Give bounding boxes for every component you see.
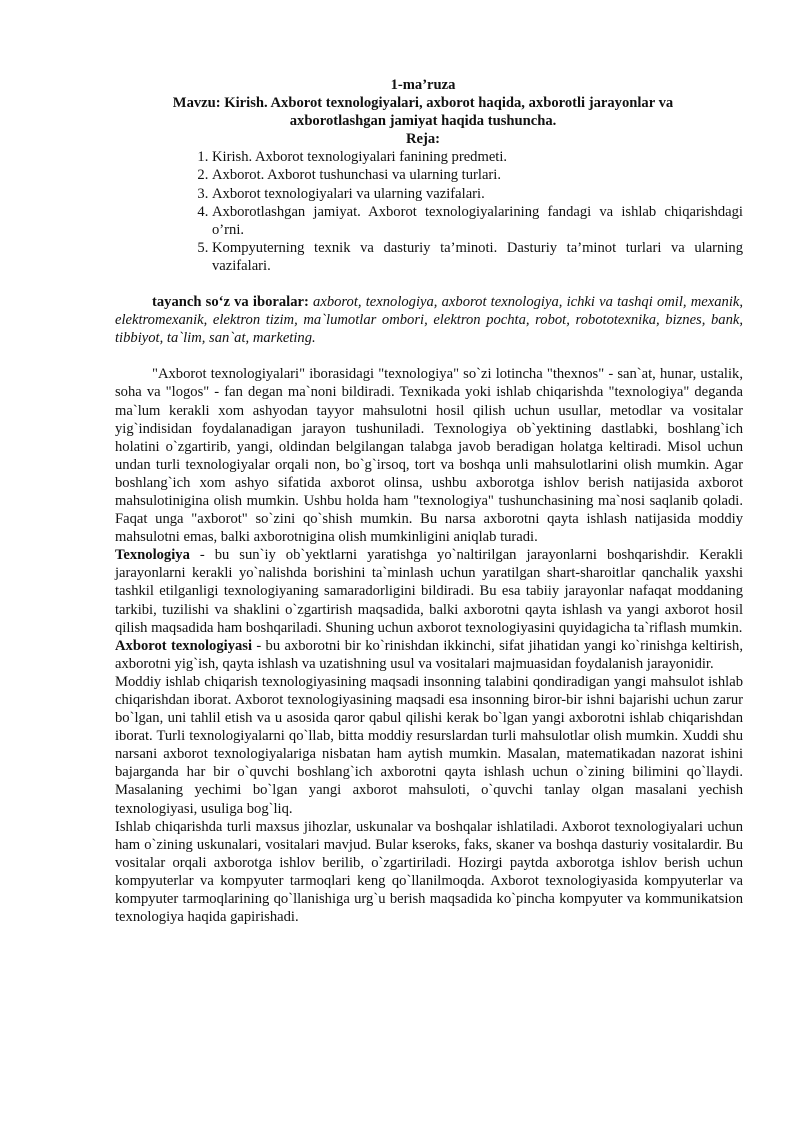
plan-item: 2. Axborot. Axborot tushunchasi va ularning turlari. bbox=[212, 166, 743, 184]
paragraph-tools: Ishlab chiqarishda turli maxsus jihozlar, uskunalar va boshqalar ishlatiladi. Axborot texnologiyalari uchun ham o`zining uskunalari, vositalari mavjud. Bular kseroks, faks, skaner va boshqa dasturiy vositalardir. Bu vositalar orqali axborotga ishlov berilib, o`zgartiriladi. Hozirgi paytda axborotga ishlov berish uchun kompyuterlar va kompyuter tarmoqlari keng qo`llanilmoqda. Axborot texnologiyasida kompyuterlar va kompyuter tarmoqlarining qo`llanishiga urg`u berish maqsadida ko`pincha kompyuter va kommunikatsion texnologiya haqida gapirishadi. bbox=[115, 818, 743, 926]
keywords-label: tayanch so‘z va iboralar: bbox=[152, 294, 309, 311]
paragraph-intro: "Axborot texnologiyalari" iborasidagi "texnologiya" so`zi lotincha "thexnos" - san`at, hunar, ustalik, soha va "logos" - fan degan ma`noni bildiradi. Texnikada yoki ishlab chiqarishda "texnologiya" deganda ma`lum kerakli xom ashyodan tayyor mahsulotni hosil qilish uchun usullar, metodlar va vositalar yig`indisidan foydalanadigan jarayon tushuniladi. Texnologiya ob`yektining dastlabki, boshlang`ich holatini o`zgartirib, yangi, oldindan belgilangan talabga javob beradigan holatga keltiradi. Misol uchun undan turli texnologiyalar orqali non, bo`g`irsoq, tort va boshqa unli mahsulotlarini olish mumkin. Agar boshlang`ich xom ashyo sifatida axborot olinsa, ushbu axborotga ishlov berish natijasida axborot mahsulotinigina olish mumkin. Ushbu holda ham "texnologiya" tushunchasining ma`nosi saqlanib qoladi. Faqat unga "axborot" so`zini qo`shish mumkin. Bu narsa axborotni qayta ishlash natijasida moddiy mahsulotni emas, balki axborotnigina olish mumkinligini aniqlab turadi. bbox=[115, 366, 743, 546]
paragraph-material-production: Moddiy ishlab chiqarish texnologiyasining maqsadi insonning talabini qondiradigan yangi mahsulot ishlab chiqarishdan iborat. Axborot texnologiyasining maqsadi esa insonning biror-bir ishni bajarishi uchun zarur bo`lgan, uni tahlil etish va u asosida qaror qabul qilishi kerak bo`lgan yangi axborotni ishlab chiqarishdan iborat. Turli texnologiyalarni qo`llab, bitta moddiy resurslardan turli mahsulotlar olish mumkin. Xuddi shu narsani axborot texnologiyalariga nisbatan ham aytish mumkin. Masalan, matematikadan nazorat ishini bajarganda har bir o`quvchi boshlang`ich axborotni qayta ishlash uchun o`zining bilimini qo`llaydi. Masalaning yechimi bo`lgan yangi axborot mahsuloti, o`quvchi tanlay olgan masalani yechish texnologiyasi, usuliga bog`liq. bbox=[115, 673, 743, 817]
title-block bbox=[103, 76, 743, 148]
plan-item: 1. Kirish. Axborot texnologiyalari fanining predmeti. bbox=[212, 148, 743, 166]
plan-item: 4. Axborotlashgan jamiyat. Axborot texnologiyalarining fandagi va ishlab chiqarishdagi o’rni. bbox=[212, 203, 743, 239]
it-definition-text: - bu axborotni bir ko`rinishdan ikkinchi, sifat jihatidan yangi ko`rinishga keltirish, axborotni yig`ish, qayta ishlash va uzatishning usul va vositalari majmuasidan foydalanish jarayonidir. bbox=[115, 637, 743, 672]
term-technology: Texnologiya bbox=[115, 547, 190, 564]
topic-line-2: axborotlashgan jamiyat haqida tushuncha. bbox=[289, 113, 557, 130]
plan-item: 5. Kompyuterning texnik va dasturiy ta’minoti. Dasturiy ta’minot turlari va ularning vazifalari. bbox=[212, 239, 743, 275]
technology-definition-text: - bu sun`iy ob`yektlarni yaratishga yo`naltirilgan jarayonlarni boshqarishdir. Kerakli jarayonlarni kerakli yo`nalishda borishini ta`minlash uchun yaratilgan shart-sharoitlar qanchalik yaxshi tashkil etilganligi texnologiyaning samaradorligini bildiradi. Bu esa tabiiy jarayonlar nafaqat moddaning tarkibi, tuzilishi va shaklini o`zgartirish maqsadida, balki axborotni qayta ishlash va yangi axborot hosil qilish maqsadida ham boshqariladi. Shuning uchun axborot texnologiyasini quyidagicha ta`riflash mumkin. bbox=[115, 547, 743, 636]
paragraph-technology-definition bbox=[115, 546, 743, 636]
keywords-list: axborot, texnologiya, axborot texnologiya, ichki va tashqi omil, mexanik, elektromexanik, elektron tizim, ma`lumotlar ombori, elektron pochta, robot, robototexnika, biznes, bank, tibbiyot, ta`lim, san`at, marketing. bbox=[115, 294, 743, 347]
topic-line-1: Mavzu: Kirish. Axborot texnologiyalari, axborot haqida, axborotli jarayonlar va bbox=[172, 95, 674, 112]
plan-list bbox=[188, 148, 743, 275]
keywords-paragraph bbox=[115, 293, 743, 347]
term-information-technology: Axborot texnologiyasi bbox=[115, 637, 253, 654]
plan-heading: Reja: bbox=[405, 131, 441, 148]
plan-item: 3. Axborot texnologiyalari va ularning vazifalari. bbox=[212, 185, 743, 203]
lecture-number: 1-ma’ruza bbox=[390, 77, 456, 93]
paragraph-it-definition bbox=[115, 637, 743, 673]
